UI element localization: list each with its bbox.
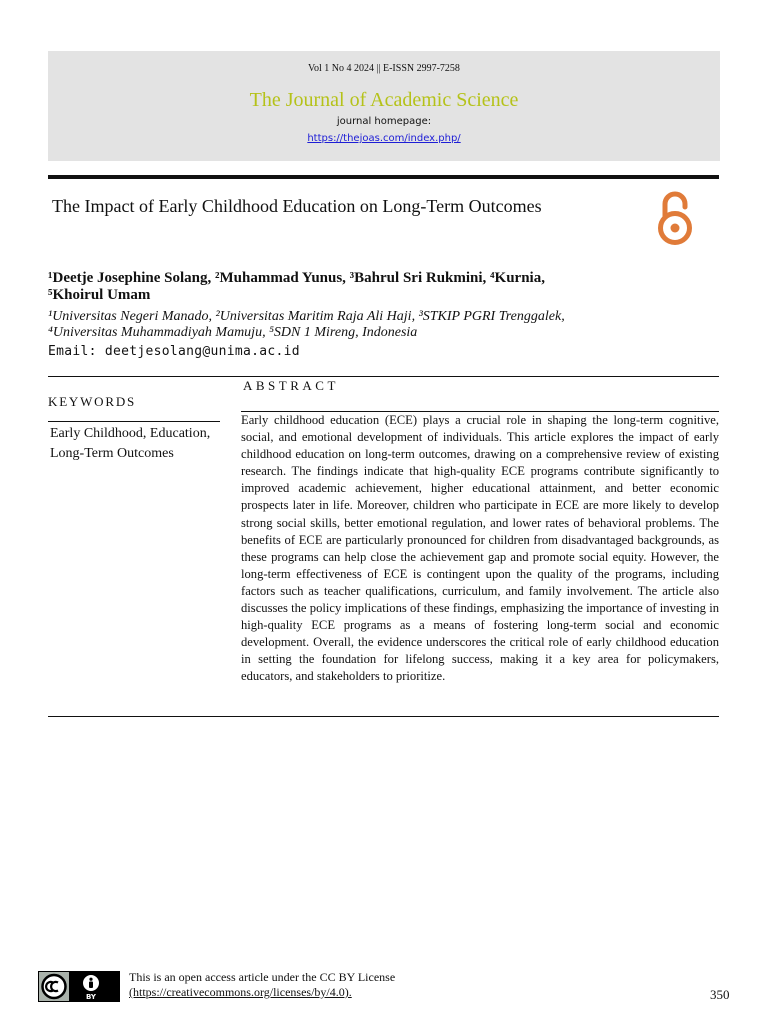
- volume-info: Vol 1 No 4 2024 || E-ISSN 2997-7258: [308, 63, 460, 74]
- authors-line: ¹Deetje Josephine Solang, ²Muhammad Yunus, ³Bahrul Sri Rukmini, ⁴Kurnia,: [48, 270, 545, 286]
- license-note: [129, 970, 395, 1000]
- license-text: This is an open access article under the CC BY License: [129, 970, 396, 984]
- homepage-label: journal homepage:: [336, 116, 432, 127]
- cc-by-glyphs: [39, 972, 119, 1001]
- keywords-text: Early Childhood, Education, Long-Term Outcomes: [50, 426, 211, 461]
- affiliations: [48, 309, 688, 341]
- cc-badge-by-text: BY: [85, 993, 97, 1001]
- open-access-lock-icon: [654, 190, 696, 246]
- authors-line: ⁵Khoirul Umam: [48, 287, 151, 303]
- page-number: 350: [710, 987, 730, 1002]
- section-top-rule: [48, 376, 719, 377]
- keywords-heading: KEYWORDS: [48, 394, 137, 409]
- journal-title: The Journal of Academic Science: [249, 89, 519, 111]
- cc-by-license-icon: [38, 971, 120, 1002]
- corresponding-email: Email: deetjesolang@unima.ac.id: [48, 344, 300, 359]
- affiliations-line: ⁴Universitas Muhammadiyah Mamuju, ⁵SDN 1 Mireng, Indonesia: [48, 325, 418, 340]
- article-title: The Impact of Early Childhood Education on Long-Term Outcomes: [52, 196, 542, 216]
- journal-header: [48, 51, 720, 161]
- keywords-rule: [48, 421, 220, 422]
- abstract-heading: ABSTRACT: [243, 378, 339, 393]
- abstract-text: Early childhood education (ECE) plays a crucial role in shaping the long-term cognitive, social, and emotional development of individuals. This article explores the impact of early childhood education on long-term outcomes, drawing on a comprehensive review of existing research. The findings indicate that high-quality ECE programs contribute significantly to improved academic achievement, higher educational attainment, and better economic prospects later in life. Moreover, children who participate in ECE are more likely to develop strong social skills, better emotional regulation, and lower rates of behavioral problems. The benefits of ECE are particularly pronounced for children from disadvantaged backgrounds, as these programs can help close the achievement gap and promote social equity. However, the long-term effectiveness of ECE is contingent upon the quality of the programs, including factors such as teacher qualifications, curriculum, and family involvement. The article also discusses the policy implications of these findings, emphasizing the importance of investing in high-quality ECE programs as a means of fostering long-term social and economic development. Overall, the evidence underscores the critical role of early childhood education in setting the foundation for lifelong success, making it a key area for policymakers, educators, and stakeholders to prioritize.: [241, 413, 719, 684]
- license-link[interactable]: (https://creativecommons.org/licenses/by/4.0).: [129, 985, 352, 999]
- author-list: [48, 270, 688, 304]
- title-divider: [48, 175, 719, 179]
- homepage-link[interactable]: https://thejoas.com/index.php/: [307, 133, 461, 144]
- section-bottom-rule: [48, 716, 719, 717]
- affiliations-line: ¹Universitas Negeri Manado, ²Universitas Maritim Raja Ali Haji, ³STKIP PGRI Trenggalek,: [48, 309, 565, 324]
